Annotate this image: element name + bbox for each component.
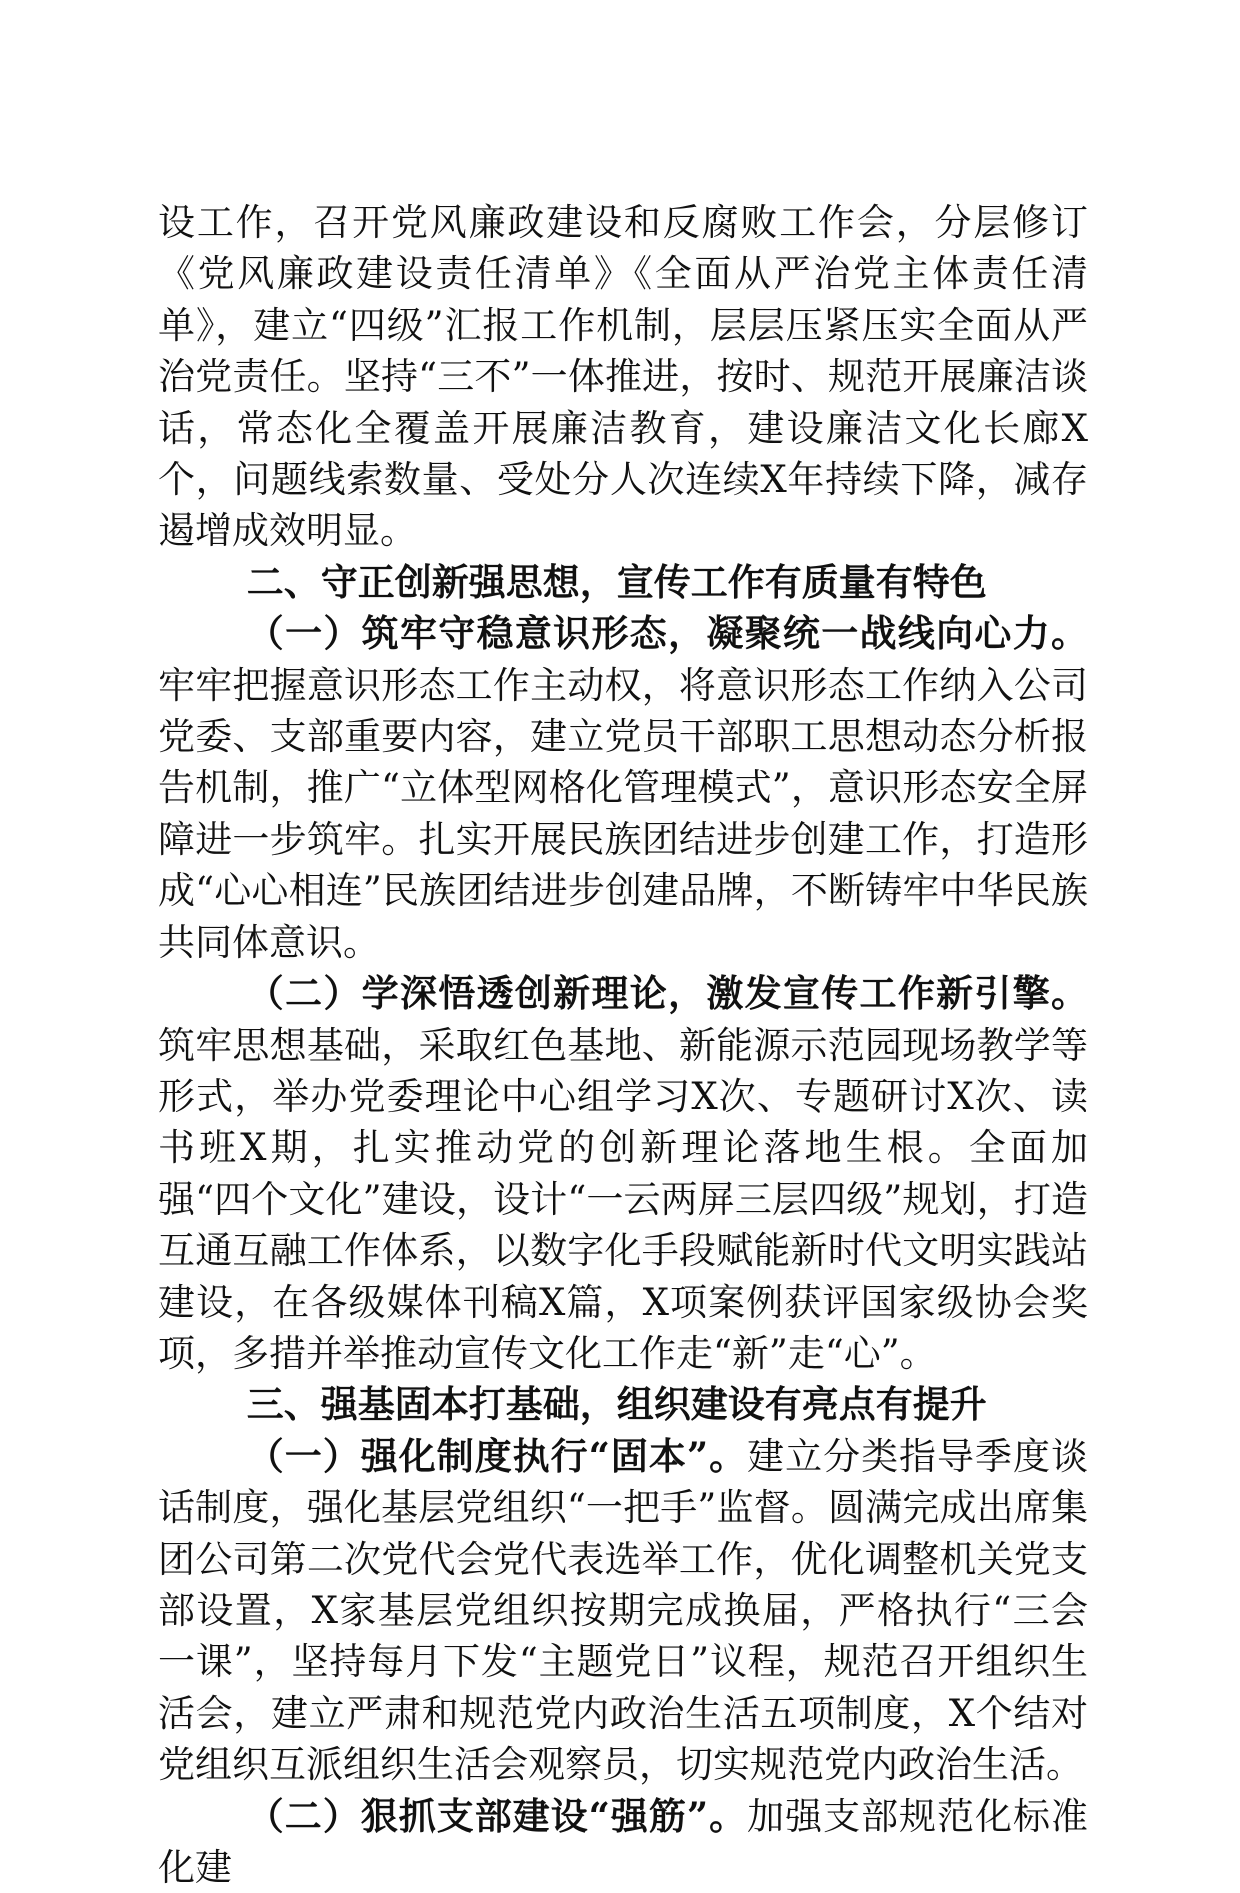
paragraph-text: 牢牢把握意识形态工作主动权，将意识形态工作纳入公司党委、支部重要内容，建立党员干部职工思想动态分析报告机制，推广“立体型网格化管理模式”，意识形态安全屏障进一步筑牢。扎实开展民族团结进步创建工作，打造形成“心心相连”民族团结进步创建品牌，不断铸牢中华民族共同体意识。 <box>158 663 1088 964</box>
paragraph-text: 加强支部规范化标准化建 <box>158 1794 1088 1889</box>
body-paragraph <box>158 1431 1088 1791</box>
body-paragraph <box>158 608 1088 968</box>
section-heading: 二、守正创新强思想，宣传工作有质量有特色 <box>246 560 987 604</box>
section-heading: 三、强基固本打基础，组织建设有亮点有提升 <box>246 1383 987 1427</box>
body-paragraph <box>158 1791 1088 1893</box>
body-paragraph <box>158 197 1088 557</box>
body-paragraph <box>158 968 1088 1379</box>
subsection-title: （一）强化制度执行“固本”。 <box>246 1433 748 1478</box>
paragraph-text: 设工作，召开党风廉政建设和反腐败工作会，分层修订《党风廉政建设责任清单》《全面从严治党主体责任清单》，建立“四级”汇报工作机制，层层压紧压实全面从严治党责任。坚持“三不”一体推进，按时、规范开展廉洁谈话，常态化全覆盖开展廉洁教育，建设廉洁文化长廊X个，问题线索数量、受处分人次连续X年持续下降，减存遏增成效明显。 <box>158 201 1088 553</box>
subsection-title: （二）学深悟透创新理论，激发宣传工作新引擎。 <box>246 971 1088 1016</box>
subsection-title: （二）狠抓支部建设“强筋”。 <box>246 1793 748 1838</box>
document-page <box>158 197 1088 1893</box>
subsection-title: （一）筑牢守稳意识形态，凝聚统一战线向心力。 <box>246 611 1088 656</box>
paragraph-text: 筑牢思想基础，采取红色基地、新能源示范园现场教学等形式，举办党委理论中心组学习X次、专题研讨X次、读书班X期，扎实推动党的创新理论落地生根。全面加强“四个文化”建设，设计“一云两屏三层四级”规划，打造互通互融工作体系，以数字化手段赋能新时代文明实践站建设，在各级媒体刊稿X篇，X项案例获评国家级协会奖项，多措并举推动宣传文化工作走“新”走“心”。 <box>158 1023 1088 1375</box>
paragraph-text: 建立分类指导季度谈话制度，强化基层党组织“一把手”监督。圆满完成出席集团公司第二次党代会党代表选举工作，优化调整机关党支部设置，X家基层党组织按期完成换届，严格执行“三会一课”，坚持每月下发“主题党日”议程，规范召开组织生活会，建立严肃和规范党内政治生活五项制度，X个结对党组织互派组织生活会观察员，切实规范党内政治生活。 <box>158 1434 1088 1787</box>
